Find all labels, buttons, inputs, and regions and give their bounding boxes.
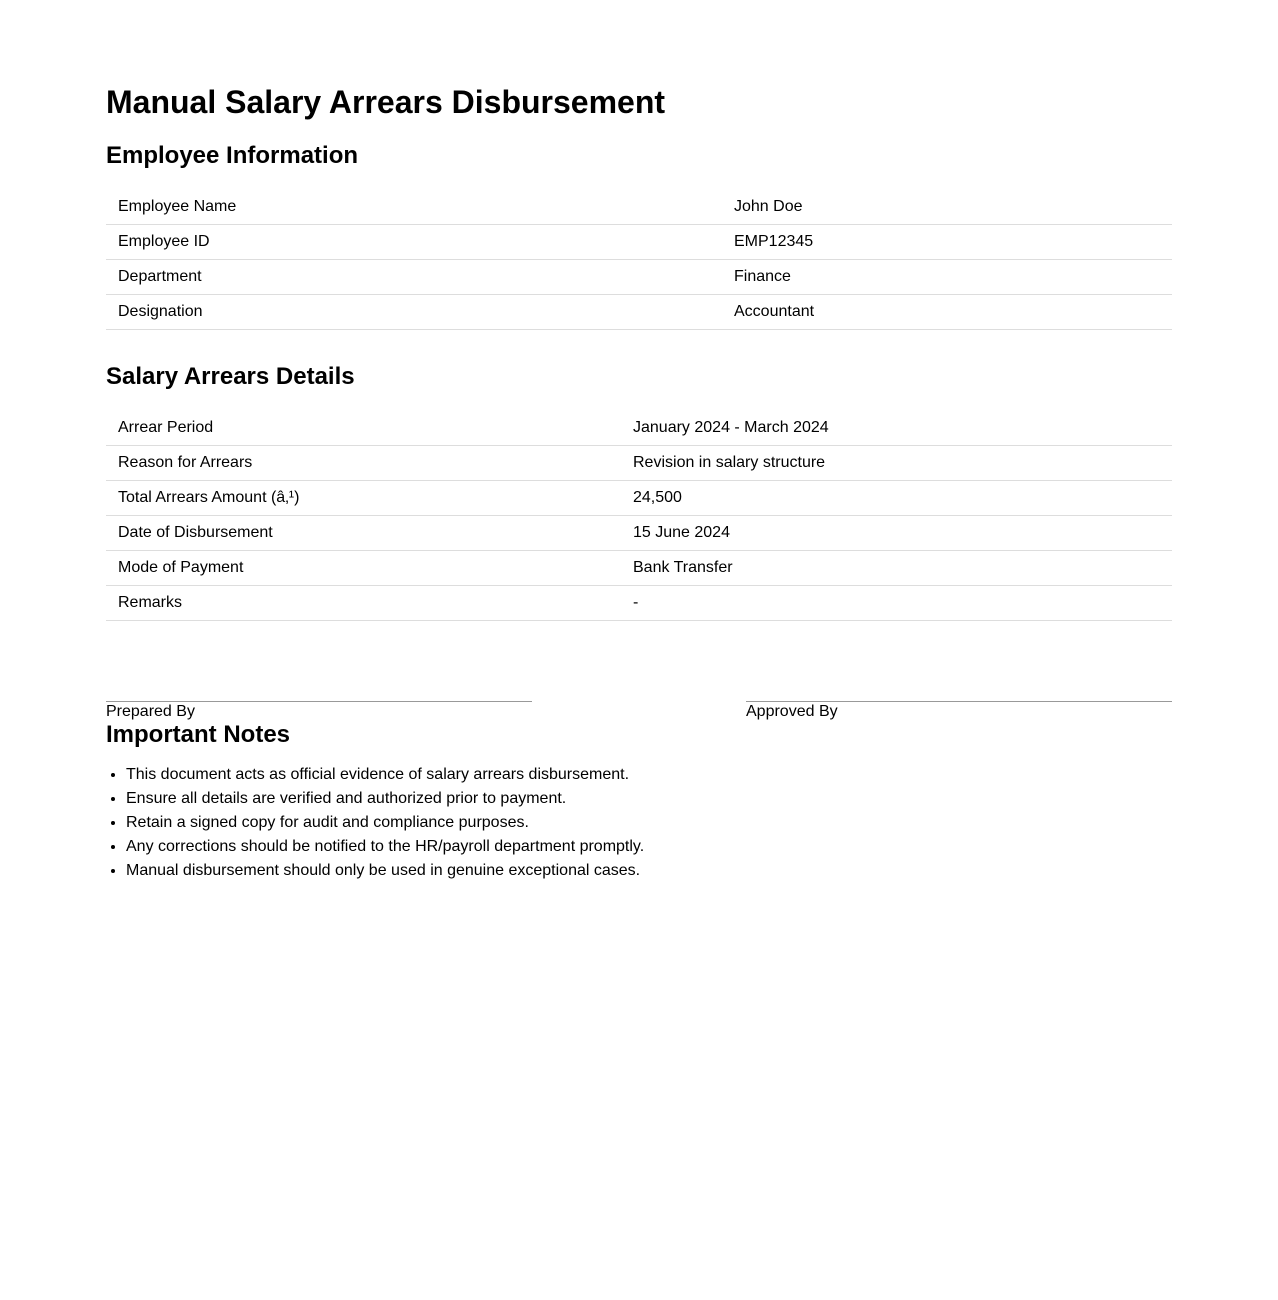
prepared-by-signature-line: Prepared By [106,701,532,721]
row-label: Remarks [106,586,621,621]
approved-by-signature-line: Approved By [746,701,1172,721]
row-label: Date of Disbursement [106,516,621,551]
row-label: Employee ID [106,225,722,260]
table-row [106,551,1172,586]
table-row [106,411,1172,446]
row-value: Accountant [722,295,1172,330]
row-label: Employee Name [106,190,722,225]
row-label: Designation [106,295,722,330]
employee-information-table [106,190,1172,330]
row-value: - [621,586,1172,621]
table-row [106,190,1172,225]
signature-block [106,701,1172,721]
table-row [106,481,1172,516]
table-row [106,260,1172,295]
list-item: • Retain a signed copy for audit and compliance purposes. [126,811,1172,835]
salary-arrears-table [106,411,1172,621]
table-row [106,446,1172,481]
list-item: • This document acts as official evidence of salary arrears disbursement. [126,763,1172,787]
row-value: EMP12345 [722,225,1172,260]
document-page [106,0,1172,883]
row-label: Reason for Arrears [106,446,621,481]
row-value: Revision in salary structure [621,446,1172,481]
row-value: Bank Transfer [621,551,1172,586]
row-label: Total Arrears Amount (â‚¹) [106,481,621,516]
page-title: Manual Salary Arrears Disbursement [106,84,666,120]
row-value: January 2024 - March 2024 [621,411,1172,446]
row-value: John Doe [722,190,1172,225]
table-row [106,516,1172,551]
table-row [106,295,1172,330]
row-label: Department [106,260,722,295]
row-value: 24,500 [621,481,1172,516]
list-item: • Any corrections should be notified to the HR/payroll department promptly. [126,835,1172,859]
important-notes-heading: Important Notes [106,721,291,748]
list-item: • Manual disbursement should only be used in genuine exceptional cases. [126,859,1172,883]
table-row [106,225,1172,260]
row-label: Arrear Period [106,411,621,446]
salary-arrears-heading: Salary Arrears Details [106,363,355,390]
row-value: Finance [722,260,1172,295]
important-notes-list [106,763,1172,883]
row-value: 15 June 2024 [621,516,1172,551]
table-row [106,586,1172,621]
employee-information-heading: Employee Information [106,142,359,169]
row-label: Mode of Payment [106,551,621,586]
list-item: • Ensure all details are verified and authorized prior to payment. [126,787,1172,811]
